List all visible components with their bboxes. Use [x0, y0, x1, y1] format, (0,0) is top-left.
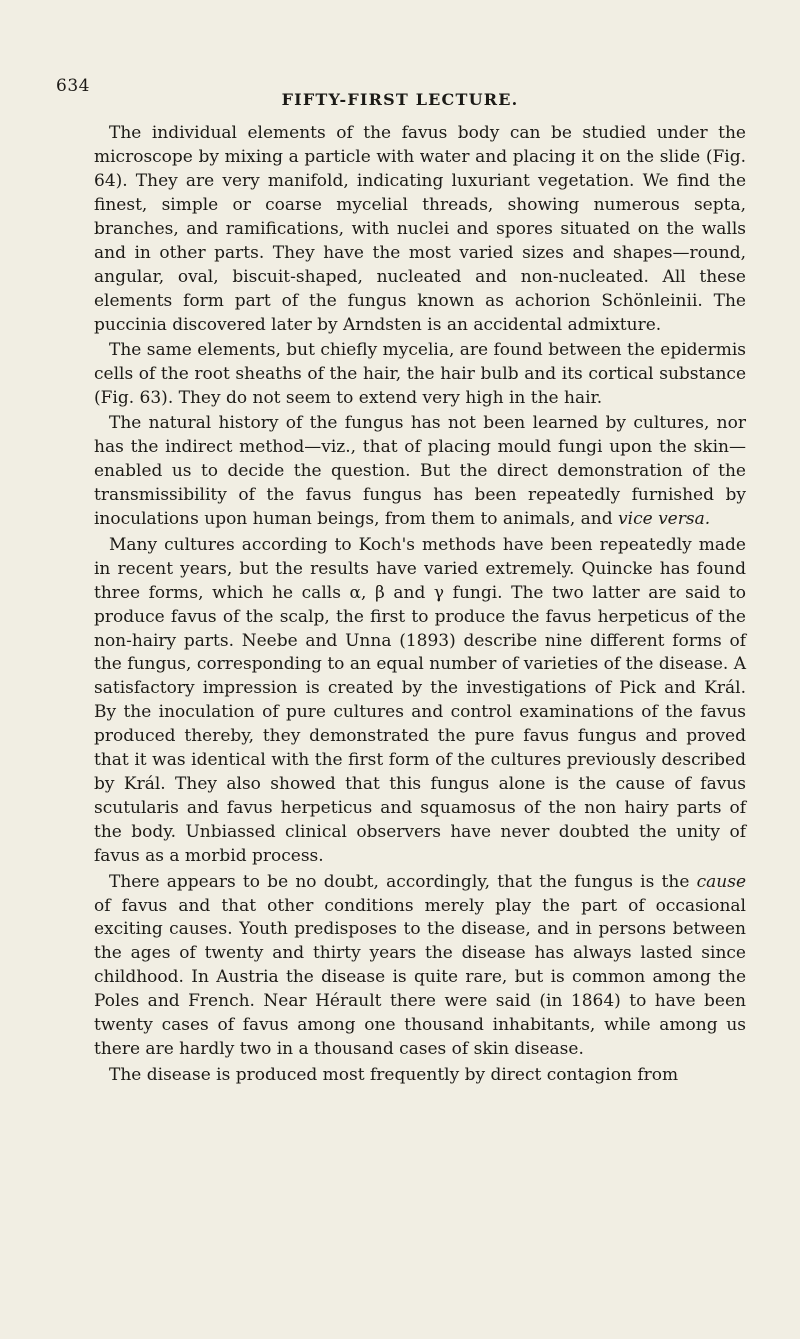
text-run: There appears to be no doubt, accordingly, that the fungus is the: [109, 871, 697, 892]
text-run: of favus and that other conditions merely play the part of occasional exciting causes. Youth predisposes to the disease, and in persons between the ages of twenty and thirty years the disease has always lasted since childhood. In Austria the disease is quite rare, but is common among the Poles and French. Near Hérault there were said (in 1864) to have been twenty cases of favus among one thousand inhabitants, while among us there are hardly two in a thousand cases of skin disease.: [94, 895, 746, 1060]
page-number: 634: [56, 76, 90, 96]
text-run: The individual elements of the favus body can be studied under the microscope by mixing a particle with water and placing it on the slide (Fig. 64). They are very manifold, indicating luxuriant vegetation. We find the finest, simple or coarse mycelial threads, showing numerous septa, branches, and ramifications, with nuclei and spores situated on the walls and in other parts. They have the most varied sizes and shapes—round, angular, oval, biscuit-shaped, nucleated and non-nucleated. All these elements form part of the fungus known as achorion Schönleinii. The puccinia discovered later by Arndsten is an accidental admixture.: [94, 123, 746, 335]
paragraph: [94, 122, 746, 338]
paragraph: [94, 412, 746, 532]
text-run: Many cultures according to Koch's methods have been repeatedly made in recent years, but the results have varied extremely. Quincke has found three forms, which he calls α, β and γ fungi. The two latter are said to produce favus of the scalp, the first to produce the favus herpeticus of the non-hairy parts. Neebe and Unna (1893) describe nine different forms of the fungus, corresponding to an equal number of varieties of the disease. A satisfactory impression is created by the investigations of Pick and Král. By the inoculation of pure cultures and control examinations of the favus produced thereby, they demonstrated the pure favus fungus and proved that it was identical with the first form of the cultures previously described by Král. They also showed that this fungus alone is the cause of favus scutularis and favus herpeticus and squamosus of the non hairy parts of the body. Unbiassed clinical observers have never doubted the unity of favus as a morbid process.: [94, 534, 746, 867]
body-text: [94, 122, 746, 1089]
paragraph: [94, 339, 746, 411]
text-run: The same elements, but chiefly mycelia, are found between the epidermis cells of the root sheaths of the hair, the hair bulb and its cortical substance (Fig. 63). They do not seem to extend very high in the hair.: [94, 340, 746, 408]
text-run: The disease is produced most frequently by direct contagion from: [109, 1064, 679, 1085]
italic-text-run: vice versa.: [618, 509, 711, 530]
italic-text-run: cause: [696, 871, 746, 892]
paragraph: [94, 534, 746, 869]
paragraph: [94, 871, 746, 1063]
paragraph: [94, 1064, 746, 1088]
text-run: The natural history of the fungus has not been learned by cultures, nor has the indirect method—viz., that of placing mould fungi upon the skin—enabled us to decide the question. But the direct demonstration of the transmissibility of the favus fungus has been repeatedly furnished by inoculations upon human beings, from them to animals, and: [94, 413, 746, 530]
running-head: FIFTY-FIRST LECTURE.: [281, 90, 519, 109]
